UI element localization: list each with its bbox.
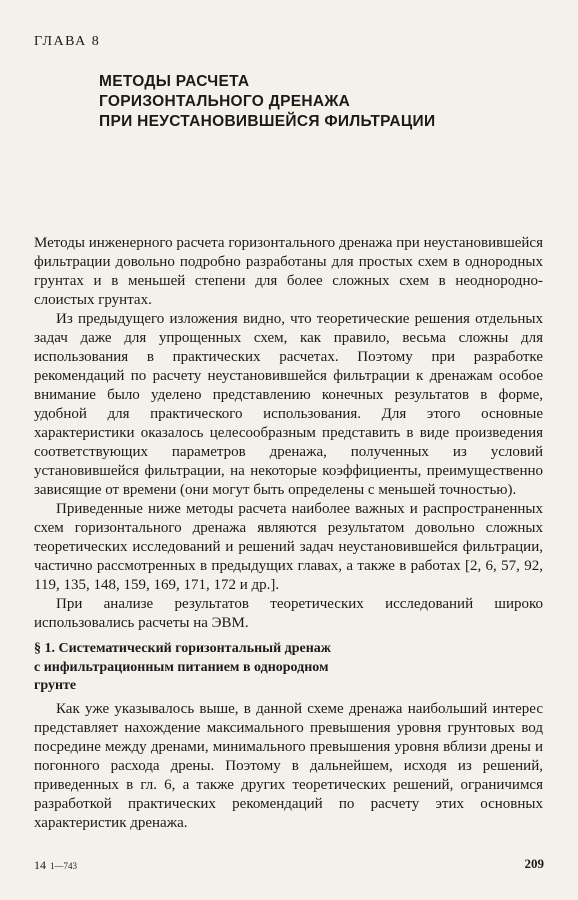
paragraph: Приведенные ниже методы расчета наиболее важных и распространенных схем горизонтального дренажа являются результатом довольно сложных теоретических исследований и решений задач неустановившейся фильтрации, частично рассмотренных в предыдущих главах, а также в работах [2, 6, 57, 92, 119, 135, 148, 159, 169, 171, 172 и др.]. <box>34 501 543 593</box>
page-number: 209 <box>524 856 544 871</box>
paragraph: Из предыдущего изложения видно, что теоретические решения отдельных задач даже для упрощенных схем, как правило, весьма сложны для использования в практических расчетах. Поэтому при разработке рекомендаций по расчету неустановившейся фильтрации к дренажам особое внимание было уделено представлению конечных результатов в форме, удобной для практического использования. Для этого основные характеристики оказалось целесообразным представить в виде произведения соответствующих параметров дренажа, полученных из условий установившейся фильтрации, на некоторые коэффициенты, преимущественно зависящие от времени (они могут быть определены с меньшей точностью). <box>34 311 543 498</box>
section-text <box>34 700 543 833</box>
signature-number: 14 <box>34 858 46 872</box>
chapter-title <box>99 72 539 132</box>
chapter-title-line: ПРИ НЕУСТАНОВИВШЕЙСЯ ФИЛЬТРАЦИИ <box>99 113 436 130</box>
printer-signature <box>34 858 77 873</box>
section-heading-line: грунте <box>34 678 77 693</box>
intro-text <box>34 234 543 633</box>
section-heading-line: § 1. Систематический горизонтальный дренаж <box>34 641 331 656</box>
paragraph: При анализе результатов теоретических исследований широко использовались расчеты на ЭВМ. <box>34 596 543 631</box>
running-head: ГЛАВА 8 <box>34 34 101 49</box>
section-heading <box>34 640 454 696</box>
paragraph: Методы инженерного расчета горизонтального дренажа при неустановившейся фильтрации довольно подробно разработаны для простых схем в однородных грунтах и в меньшей степени для более сложных схем в неоднородно-слоистых грунтах. <box>34 235 543 308</box>
chapter-title-line: ГОРИЗОНТАЛЬНОГО ДРЕНАЖА <box>99 93 351 110</box>
paragraph: Как уже указывалось выше, в данной схеме дренажа наибольший интерес представляет нахождение максимального превышения уровня грунтовых вод посредине между дренами, минимального превышения уровня вблизи дрены и погонного расхода дрены. Поэтому в дальнейшем, исходя из решений, приведенных в гл. 6, а также других теоретических решений, ограничимся разработкой практических рекомендаций по расчету этих основных характеристик дренажа. <box>34 701 543 831</box>
section-heading-line: с инфильтрационным питанием в однородном <box>34 659 329 675</box>
chapter-title-line: МЕТОДЫ РАСЧЕТА <box>99 73 250 90</box>
signature-code: 1—743 <box>50 861 77 871</box>
